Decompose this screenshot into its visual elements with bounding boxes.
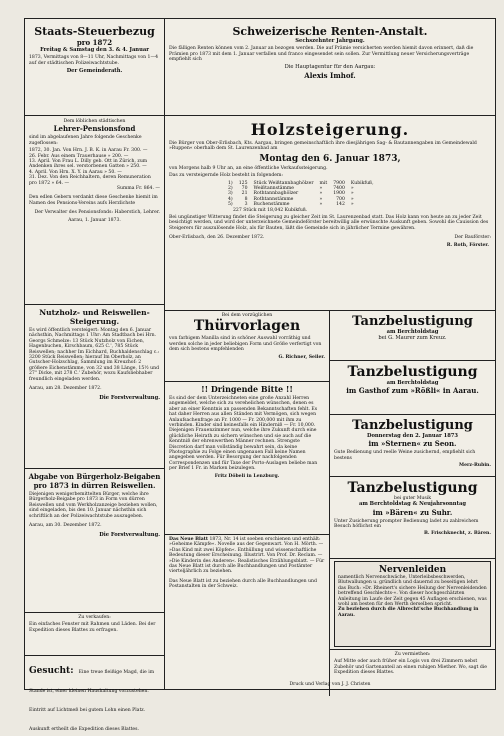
nutzholz-date: Aarau, am 28. Dezember 1872. bbox=[29, 386, 102, 392]
holz-cell: Kubikfuß, bbox=[350, 180, 374, 186]
renten-title: Schweizerische Renten-Anstalt. bbox=[232, 25, 428, 38]
holz-cell: » bbox=[350, 186, 354, 192]
tanz3-title: Tanzbelustigung bbox=[352, 418, 473, 433]
holz-cell: Stück Weißtannbaghölzer bbox=[253, 180, 314, 186]
holz-cell: 700 bbox=[336, 196, 345, 202]
holz-cell: » bbox=[350, 191, 354, 197]
renten-agent-label: Die Hauptagentur für den Aargau: bbox=[284, 64, 376, 71]
holz-cell: 3) bbox=[228, 191, 233, 197]
pension-date: Aarau, 1. Januar 1873. bbox=[68, 217, 121, 223]
holz-cell: 7900 bbox=[333, 180, 345, 186]
bitte-ad bbox=[165, 384, 329, 534]
holz-cell: 1900 bbox=[333, 191, 345, 197]
holz-cell: Buchenstämme bbox=[253, 202, 290, 208]
thuer-ad bbox=[165, 313, 329, 381]
gesucht-title: Gesucht: bbox=[29, 666, 74, 676]
nerven-text: namentlich Nervenschwäche, Unterleibsbeschwerden, Blutwallungen u. gründlich und dauernd zu beseitigen lehrt das Buch: »Dr. Rheinert's sichere Heilung der Nervenleidenden betreffend Geschlechts-«. Von dieser hochgeschätzten Anleitung im Laufe der Zeit gegen 45 Auflagen erschienen, was wohl am besten für den Werth derselben spricht. bbox=[338, 575, 487, 608]
burgerholz-text: Diejenigen wenigerbemittelten Bürger, welche ihre Bürgerholz-Beigabe pro 1873 in Form von dürren Reiswellen und vom Werkholzanzeige beziehen wollen, sind eingeladen, bis den 10. Januar nächsthin sich schriftlich an der Polizeiwachtstube auszugeben. bbox=[29, 492, 158, 519]
tanz1-title: Tanzbelustigung bbox=[352, 314, 473, 329]
fenster-intro: Zu verkaufen: bbox=[78, 615, 111, 620]
holz-cell: 21 bbox=[241, 191, 248, 197]
tanz3-sign: Merz-Rubin. bbox=[459, 463, 491, 469]
holz-cell: 1) bbox=[228, 180, 233, 186]
nerven-title: Nervenleiden bbox=[378, 565, 447, 575]
holz-sign: R. Roth, Förster. bbox=[446, 242, 489, 248]
holz-ad bbox=[165, 120, 495, 310]
fenster-ad bbox=[25, 615, 164, 655]
pension-thanks: Den edlen Gebern verdankt diese Geschenke hiemit im Namen des Pensions-Vereins aufs Herzlichste bbox=[29, 195, 158, 206]
blatt-title: Das Neue Blatt bbox=[169, 537, 208, 542]
holz-table bbox=[225, 181, 377, 208]
pension-sign: Der Verwalter des Pensionsfonds: Haberstich, Lehrer. bbox=[34, 210, 160, 216]
holz-cell: Weißtannstämme bbox=[253, 186, 294, 192]
tanz4-date: am Berchtoldstag & Neujahrsonntag bbox=[359, 501, 466, 508]
tanz2-title: Tanzbelustigung bbox=[347, 364, 478, 380]
newspaper-page bbox=[24, 18, 496, 732]
holz-place: Ober-Erlisbach, den 26. Dezember 1872. bbox=[169, 235, 265, 241]
gesucht-text: Eine treue fleißige Magd, die im Stande ist, einer kleinen Haushaltung vorzustehen. Eintritt auf Lichtmeß bei gutem Lohn einen Platz. Auskunft ertheilt die Expedition dieses Blattes. bbox=[29, 670, 155, 732]
tanz4-sign: B. Frischknecht, z. Bären. bbox=[423, 531, 491, 537]
tanz3-place: im »Sternen« zu Seon. bbox=[368, 439, 457, 449]
nerven-dist: Zu beziehen durch die Albrecht'sche Buchhandlung in Aarau. bbox=[338, 607, 479, 618]
pension-item: 26. Febr. Aus einem Trauerhause » 200. — bbox=[29, 153, 129, 159]
tanz4-place: im »Bären« zu Suhr. bbox=[372, 507, 453, 517]
thuer-title: Thürvorlagen bbox=[193, 318, 301, 335]
holz-cell: » bbox=[319, 186, 323, 192]
holz-cell: 8 bbox=[244, 196, 248, 202]
footer-imprint: Druck und Verlag von J. J. Christen bbox=[289, 681, 371, 687]
pension-item: 31. Dez. Von den Reichhaltern, deren Remuneration pro 1872 » 64. — bbox=[29, 175, 151, 186]
pension-item: 1872, 30. Jan. Von Hrn. J. B. K. in Aarau Fr. 300. — bbox=[29, 148, 148, 154]
nutzholz-ad bbox=[25, 308, 164, 468]
holz-title: Holzsteigerung. bbox=[250, 120, 410, 139]
bitte-sign: Fritz Döbeli in Lenzburg. bbox=[214, 473, 280, 479]
pension-title: Lehrer-Pensionsfond bbox=[53, 124, 136, 134]
tanz2-sub: am Berchtoldstag bbox=[386, 380, 439, 386]
tanz4-sub: bei guter Musik bbox=[394, 496, 431, 501]
blatt-text: 1873, Nr. 14 ist soeben erschienen und enthält: »Geheime Kämpfe«. Novelle aus der Gegenwart. Von H. Mörth. — »Das Kind mit zwei Köpfen«. Enthüllung und wissenschaftliche Bedeutung dieser Erscheinung. Illustrirt. Von Prof. Dr. Reclam. — »Die Kinderin des Anderen«. Realistisches Erzählungsblatt. — Für das Neue Blatt ist durch alle Buchhandlungen und Postämter vierteljährlich zu beziehen. bbox=[169, 537, 325, 575]
holz-cell: » bbox=[350, 202, 354, 208]
staats-text: 1873, Vermittags von 8—11 Uhr, Nachmittags von 1—4 auf der städtischen Polizeiwachtstube. bbox=[29, 55, 159, 66]
gesucht-ad bbox=[25, 656, 164, 732]
left-column bbox=[25, 19, 165, 732]
holz-total: 227 Stück mit 18,042 Kubikfuß. bbox=[233, 207, 308, 213]
holz-cell: » bbox=[319, 196, 323, 202]
holz-cell: 142 bbox=[336, 202, 345, 208]
blatt-sub: Das Neue Blatt ist zu beziehen durch alle Buchhandlungen und Postanstalten in der Schweiz. bbox=[169, 578, 317, 590]
tanz1-ad bbox=[330, 314, 495, 360]
holz-cell: 5) bbox=[228, 202, 233, 208]
pension-intro: Dem löblichen städtischen bbox=[63, 119, 126, 124]
vermieth-ad bbox=[330, 652, 495, 698]
holz-cell: 70 bbox=[241, 186, 248, 192]
right-sub-left bbox=[165, 311, 330, 696]
burgerholz-sign: Die Forstverwaltung. bbox=[99, 532, 160, 539]
pension-total: Summa Fr. 864. — bbox=[116, 186, 160, 192]
holz-cell: 2) bbox=[228, 186, 233, 192]
staats-title: Staats-Steuerbezug bbox=[34, 25, 155, 38]
tanz4-title: Tanzbelustigung bbox=[347, 480, 478, 496]
tanz2-place: im Gasthof zum »Rößli« in Aarau. bbox=[346, 386, 479, 396]
holz-cell: Rothtannstämme bbox=[253, 196, 294, 202]
fenster-text: Ein einfaches Fenster mit Rahmen und Läden. Bei der Expedition dieses Blattes zu erfragen. bbox=[29, 622, 156, 633]
pension-ad bbox=[25, 119, 164, 304]
pension-text: sind im abgelaufenen Jahre folgende Geschenke zugeflossen: bbox=[29, 135, 142, 146]
burgerholz-title: Abgabe von Bürgerholz-Beigaben pro 1873 in dürren Reiswellen. bbox=[28, 472, 161, 490]
vermieth-text: Auf Mitte oder auch früher ein Logis von drei Zimmern nebst Zubehör und Gartenanteil an einen ruhigen Miether. Wo, sagt die Expedition dieses Blattes. bbox=[334, 659, 487, 676]
nutzholz-text: Es wird öffentlich versteigert: Montag den 6. Januar nächsthin, Nachmittags 1 Uhr: Am Stadtbach bei Hrn. Georgs Schmelze: 13 Stück Nutzholz von Eichen, Hagenbuchen, Kirschbaum, 625 C.', 785 Stück Reiswellen; nachher Im Eichhard, Buchhaldenschlag c.: 3200 Stück Reiswellen; hierauf Im Oberholz, an Gutscher-Holzschlag, Sammlung im Kreuzhof: 2 größere Eichenstämme, von 32 und 38 Länge, 15½ und 27" Dicke, mit 278 C.' Zubehör, wozu Kaufsliebhaber freundlich eingeladen werden. bbox=[29, 328, 160, 382]
renten-text: Die fälligen Renten können vom 2. Januar an bezogen werden. Die auf Prämie versicherten werden hiemit davon erinnert, daß die Prämien pro 1873 mit dem 1. Januar verfallen und franco eingesendet sein sollen. Zur Vermittlung neuer Versicherungsverträge empfiehlt sich bbox=[169, 46, 474, 63]
burgerholz-ad bbox=[25, 472, 164, 612]
staats-dates: Freitag & Samstag den 3. & 4. Januar bbox=[40, 47, 149, 53]
renten-ad bbox=[165, 25, 495, 115]
burgerholz-date: Aarau, am 30. Dezember 1872. bbox=[29, 523, 102, 529]
staats-ad bbox=[25, 25, 164, 115]
holz-text: Bei ungünstiger Witterung findet die Steigerung zu gleicher Zeit im St. Laurenzenbad statt. Das Holz kann von heute an zu jeder Zeit besichtigt werden, und wird der unterzeichnete Gemeindeförster bereitwillig alle erwünschte Auskunft geben. Sowohl die Cauission des Steigerers für auszulösende Holz, als für Bauten, läßt die Gemeinde sich in jährlicher Termine gewähren. bbox=[169, 215, 489, 231]
right-column bbox=[165, 19, 495, 689]
renten-agent: Alexis Imhof. bbox=[304, 70, 356, 80]
holz-cell: 125 bbox=[238, 180, 248, 186]
bitte-title: !! Dringende Bitte !! bbox=[201, 384, 293, 394]
holz-date: Montag den 6. Januar 1873, bbox=[259, 153, 401, 164]
holz-sign-label: Der Bauförster: bbox=[454, 235, 491, 241]
staats-year: pro 1872 bbox=[76, 38, 113, 47]
holz-cell: mit bbox=[319, 180, 328, 186]
pension-item: 4. April. Von Hrn. X. Y. in Aarau » 50. — bbox=[29, 169, 122, 175]
holz-intro: Die Bürger von Ober-Erlisbach, Kts. Aargau, bringen gemeinschaftlich ihre diesjährigen Sag- & Bautannengaben im Gemeindewald »Ruppen« oberhalb dem St. Laurenzenbad am bbox=[169, 141, 477, 152]
nutzholz-sign: Die Forstverwaltung. bbox=[99, 395, 160, 402]
holz-cell: » bbox=[319, 202, 323, 208]
holz-cell: 7400 bbox=[333, 186, 345, 192]
thuer-text: von farbigem Manilla sind in schöner Auswahl vorräthig und werden solche in jeder beliebigen Form und Größe verfertigt von dem sich bestens empfehlenden bbox=[169, 336, 322, 353]
thuer-intro: Bei dem vorzüglichen bbox=[221, 313, 273, 318]
holz-cell: 4) bbox=[228, 196, 233, 202]
holz-cell: » bbox=[350, 196, 354, 202]
holz-cell: 3 bbox=[244, 202, 248, 208]
tanz2-ad bbox=[330, 364, 495, 414]
tanz4-ad bbox=[330, 480, 495, 558]
tanz4-text: Unter Zusicherung prompter Bedienung ladet zu zahlreichem Besuch höflichst ein bbox=[334, 518, 479, 530]
vermieth-intro: Zu vermiethen: bbox=[394, 652, 431, 657]
holz-cell: » bbox=[319, 191, 323, 197]
blatt-ad bbox=[165, 535, 329, 695]
tanz3-text: Gute Bedienung und reelle Weine zusichernd, empfiehlt sich bestens bbox=[334, 450, 476, 461]
nerven-ad bbox=[334, 561, 491, 647]
staats-sign: Der Gemeinderath. bbox=[66, 68, 123, 75]
tanz3-date: Donnerstag den 2. Januar 1873 bbox=[366, 433, 459, 439]
thuer-sign: G. Richner, Seiler. bbox=[278, 354, 325, 360]
holz-time: von Morgens halb 9 Uhr an, an eine öffentliche Verkaufssteigerung. bbox=[169, 165, 328, 171]
renten-sub: Sechszehnter Jahrgang. bbox=[295, 38, 365, 44]
right-sub-right bbox=[330, 311, 495, 696]
bitte-text: Es sind der dem Unterzeichneten eine große Anzahl Herren angemeldet, welche sich zu verehelichen wünschen, denen es aber an einer Kenntnis an passenden Bekanntschaften fehlt. Es hat daher Herren aus allen Ständen mit Vermögen, sich wegen Anlaufsachenfrage an Fr. 1000 — Fr. 200,000 mit ihm zu verbinden. Kinder sind keinesfalls ein Hinderniß — Fr. 10,000. Diejenigen Frauenzimmer nun, welche ihre Zukunft durch eine glückliche Heirath zu sichern wünschen und sie auch auf die Kenntniß der ehrenwerthen Männer rechnen. Strengste Discretion darf man vollständig bewahrt sein, da keine Photographie zu Folge einen ungenauen Fall keine Namen angegeben werden. Für Besorgung der nachfolgenden Correspondenzen und für Taxe der Porto-Auslagen beliebe man per Brief 1 Fr. in Marken beizulegen. bbox=[169, 396, 318, 472]
tanz3-ad bbox=[330, 418, 495, 476]
holz-cell: Rothtannbaghölzer bbox=[253, 191, 299, 197]
tanz1-sub: am Berchtoldstag bbox=[386, 329, 439, 335]
tanz1-by: bei G. Maurer zum Kreuz. bbox=[378, 335, 447, 342]
nutzholz-title: Nutzholz- und Reiswellen-Steigerung. bbox=[39, 308, 150, 326]
holz-list-head: Das zu versteigernde Holz besteht in folgendem: bbox=[169, 173, 283, 179]
pension-item: 13. April. Von Frau L. Dilly geb. Ott in Zürich, zum Andenken ihres sel. verstorbenen Gatten » 250. — bbox=[29, 159, 148, 170]
